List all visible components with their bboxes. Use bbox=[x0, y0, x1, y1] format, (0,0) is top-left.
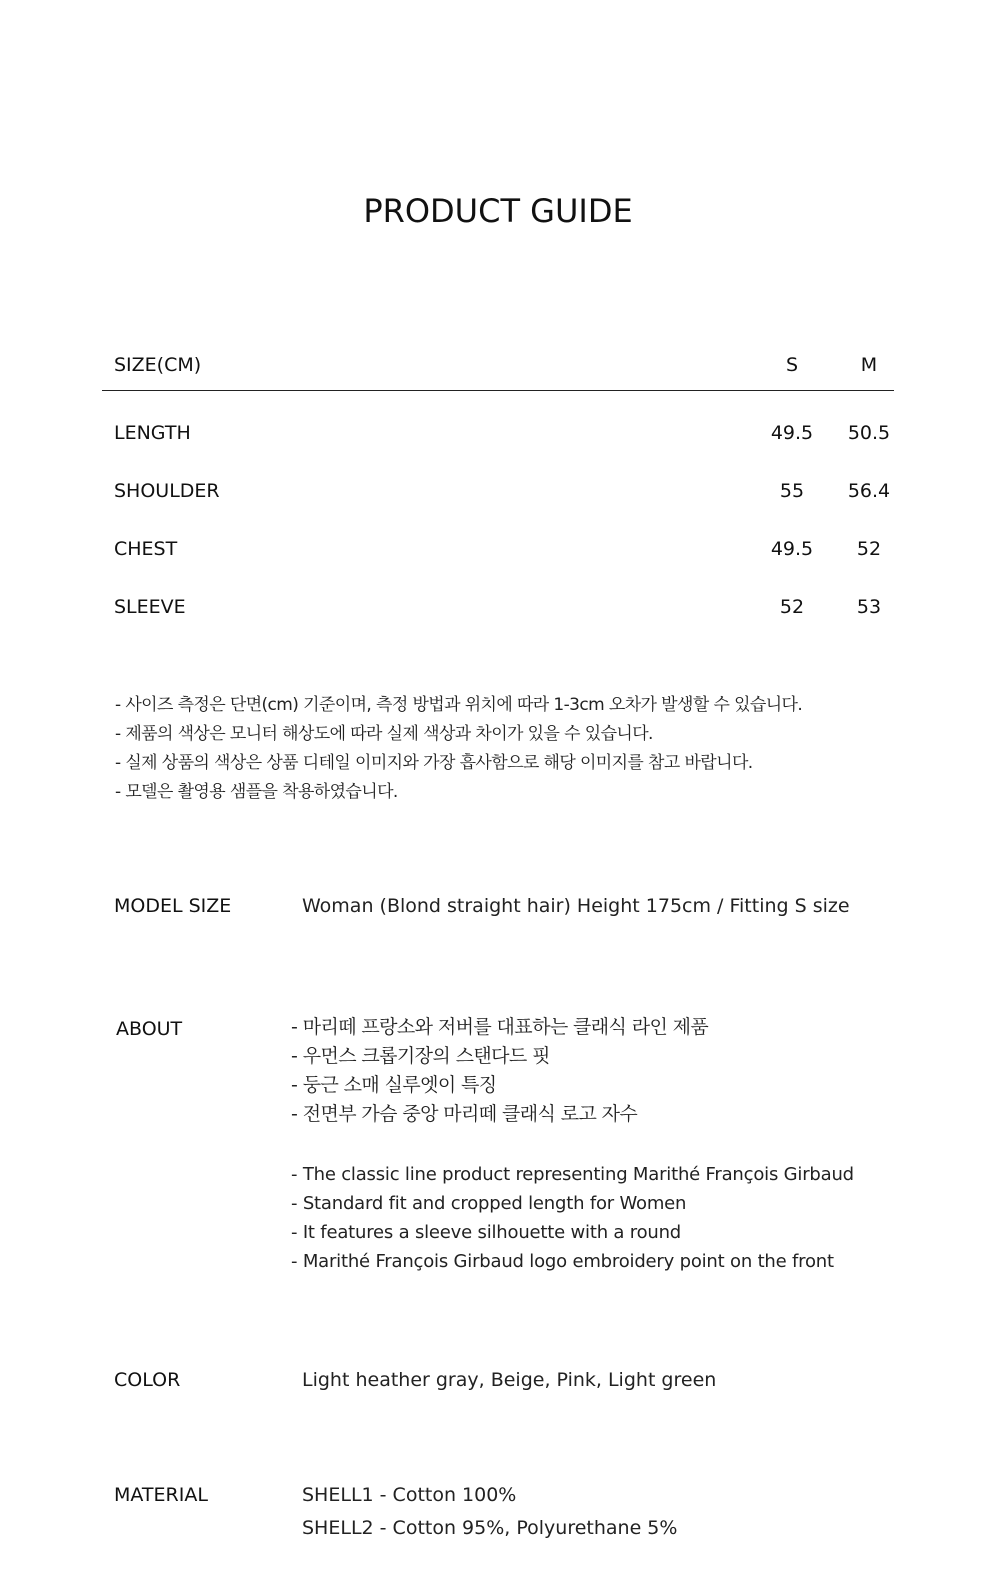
note-line: - 모델은 촬영용 샘플을 착용하였습니다. bbox=[115, 782, 398, 802]
table-row bbox=[102, 594, 894, 652]
row-value-m: 52 bbox=[856, 538, 882, 560]
row-value-s: 55 bbox=[779, 480, 805, 502]
size-notes bbox=[115, 691, 802, 807]
row-value-m: 53 bbox=[856, 596, 882, 618]
note-line: - 실제 상품의 색상은 상품 디테일 이미지와 가장 흡사함으로 해당 이미지를 참고 바랍니다. bbox=[115, 753, 753, 773]
about-line: - 마리떼 프랑소와 저버를 대표하는 클래식 라인 제품 bbox=[291, 1016, 709, 1038]
size-table-body bbox=[102, 391, 894, 652]
note-line: - 제품의 색상은 모니터 해상도에 따라 실제 색상과 차이가 있을 수 있습니다. bbox=[115, 724, 653, 744]
size-header-s: S bbox=[785, 354, 799, 376]
material-label: MATERIAL bbox=[114, 1484, 208, 1506]
material-line-2: SHELL2 - Cotton 95%, Polyurethane 5% bbox=[302, 1517, 678, 1539]
about-korean bbox=[291, 1013, 708, 1129]
about-line: - 전면부 가슴 중앙 마리떼 클래식 로고 자수 bbox=[291, 1103, 638, 1125]
about-line: - 둥근 소매 실루엣이 특징 bbox=[291, 1074, 497, 1096]
row-value-m: 56.4 bbox=[847, 480, 891, 502]
row-value-m: 50.5 bbox=[847, 422, 891, 444]
about-line: - Standard fit and cropped length for Women bbox=[291, 1193, 687, 1214]
row-value-s: 49.5 bbox=[770, 422, 814, 444]
size-header-m: M bbox=[860, 354, 878, 376]
row-value-s: 49.5 bbox=[770, 538, 814, 560]
note-line: - 사이즈 측정은 단면(cm) 기준이며, 측정 방법과 위치에 따라 1-3cm 오차가 발생할 수 있습니다. bbox=[115, 695, 803, 715]
model-size-label: MODEL SIZE bbox=[114, 895, 232, 917]
about-line: - Marithé François Girbaud logo embroidery point on the front bbox=[291, 1251, 834, 1272]
size-table bbox=[102, 340, 894, 652]
row-label-length: LENGTH bbox=[114, 422, 191, 444]
about-line: - It features a sleeve silhouette with a round bbox=[291, 1222, 682, 1243]
about-english bbox=[291, 1160, 854, 1276]
about-line: - The classic line product representing Marithé François Girbaud bbox=[291, 1164, 854, 1185]
material-line-1: SHELL1 - Cotton 100% bbox=[302, 1484, 517, 1506]
about-label: ABOUT bbox=[116, 1018, 183, 1040]
row-value-s: 52 bbox=[779, 596, 805, 618]
table-row bbox=[102, 536, 894, 594]
about-line: - 우먼스 크롭기장의 스탠다드 핏 bbox=[291, 1045, 550, 1067]
color-value: Light heather gray, Beige, Pink, Light green bbox=[302, 1369, 717, 1391]
page-title: PRODUCT GUIDE bbox=[363, 192, 633, 230]
row-label-sleeve: SLEEVE bbox=[114, 596, 186, 618]
row-label-shoulder: SHOULDER bbox=[114, 480, 220, 502]
size-table-header bbox=[102, 340, 894, 391]
table-row bbox=[102, 420, 894, 478]
size-header-label: SIZE(CM) bbox=[114, 354, 202, 376]
table-row bbox=[102, 478, 894, 536]
model-size-value: Woman (Blond straight hair) Height 175cm / Fitting S size bbox=[302, 895, 850, 917]
color-label: COLOR bbox=[114, 1369, 181, 1391]
row-label-chest: CHEST bbox=[114, 538, 178, 560]
